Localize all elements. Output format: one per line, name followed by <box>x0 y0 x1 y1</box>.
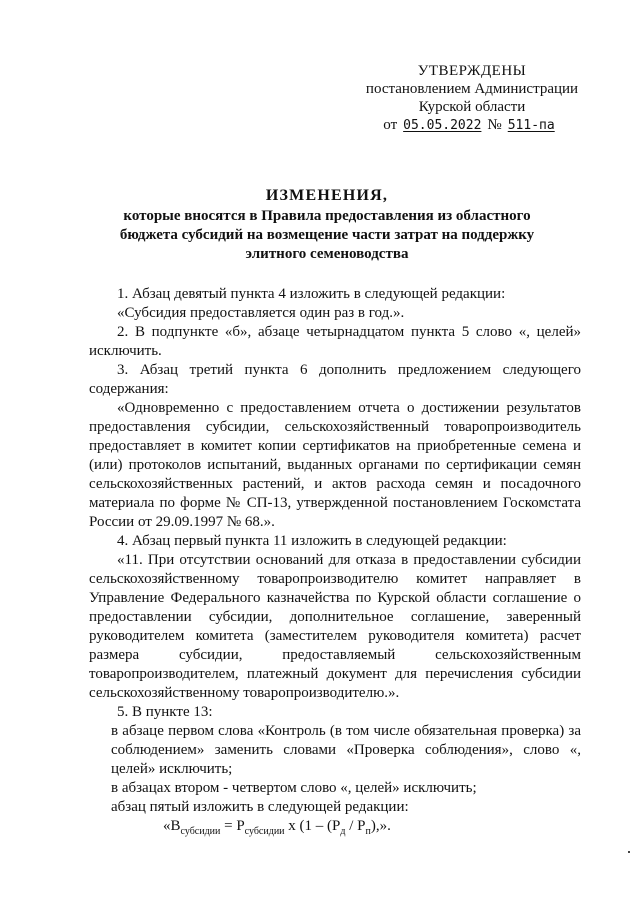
item-4: 4. Абзац первый пункта 11 изложить в следующей редакции: <box>117 533 507 549</box>
item-5-c: абзац пятый изложить в следующей редакции: <box>111 799 409 815</box>
approval-stamp <box>352 62 592 135</box>
scan-speck <box>628 851 630 853</box>
document-title <box>112 186 542 264</box>
approval-number: 511-па <box>507 118 555 133</box>
date-prefix: от <box>383 117 398 133</box>
approval-line-1: постановлением Администрации <box>365 81 579 97</box>
document-body <box>89 285 581 836</box>
approval-line-2: Курской области <box>418 99 526 115</box>
item-2: 2. В подпункте «б», абзаце четырнадцатом пункта 5 слово «, целей» исключить. <box>89 324 581 359</box>
item-3-quote: «Одновременно с предоставлением отчета о достижении результатов предоставления субсидии, сельскохозяйственный товаропроизводитель предоставляет в комитет копии сертификатов на приобретенные семена и (или) протоколов испытаний, выданных органами по сертификации семян сельскохозяйственных растений, и актов расхода семян и посадочного материала по форме № СП-13, утвержденной постановлением Госкомстата России от 29.09.1997 № 68.». <box>89 400 581 530</box>
title-subtitle: которые вносятся в Правила предоставления из областного бюджета субсидий на возмещение части затрат на поддержку элитного семеноводства <box>119 208 535 262</box>
approval-date: 05.05.2022 <box>403 118 482 133</box>
number-prefix: № <box>487 117 502 133</box>
item-5: 5. В пункте 13: <box>117 704 213 720</box>
approval-title: УТВЕРЖДЕНЫ <box>417 63 527 79</box>
item-1: 1. Абзац девятый пункта 4 изложить в следующей редакции: <box>117 286 506 302</box>
item-5-b: в абзацах втором - четвертом слово «, целей» исключить; <box>111 780 477 796</box>
item-4-quote: «11. При отсутствии оснований для отказа в предоставлении субсидии сельскохозяйственному товаропроизводителю комитет направляет в Управление Федерального казначейства по Курской области соглашение о предоставлении субсидии, дополнительное соглашение, заверенный руководителем комитета (заместителем руководителя комитета) расчет размера субсидии, предоставляемый сельскохозяйственным товаропроизводителем, платежный документ для перечисления субсидии сельскохозяйственному товаропроизводителю.». <box>89 552 581 701</box>
item-1-quote: «Субсидия предоставляется один раз в год.». <box>117 305 405 321</box>
approval-date-number <box>352 116 592 135</box>
item-5-a: в абзаце первом слова «Контроль (в том числе обязательная проверка) за соблюдением» заменить словами «Проверка соблюдения», слово «, целей» исключить; <box>111 723 581 777</box>
formula: «$В_{субсидии} = Р_{субсидии}$ х ($1 - (Р_д / Р_п)$,». <box>163 818 391 837</box>
title-heading: ИЗМЕНЕНИЯ, <box>265 187 389 204</box>
item-3: 3. Абзац третий пункта 6 дополнить предложением следующего содержания: <box>89 362 581 397</box>
